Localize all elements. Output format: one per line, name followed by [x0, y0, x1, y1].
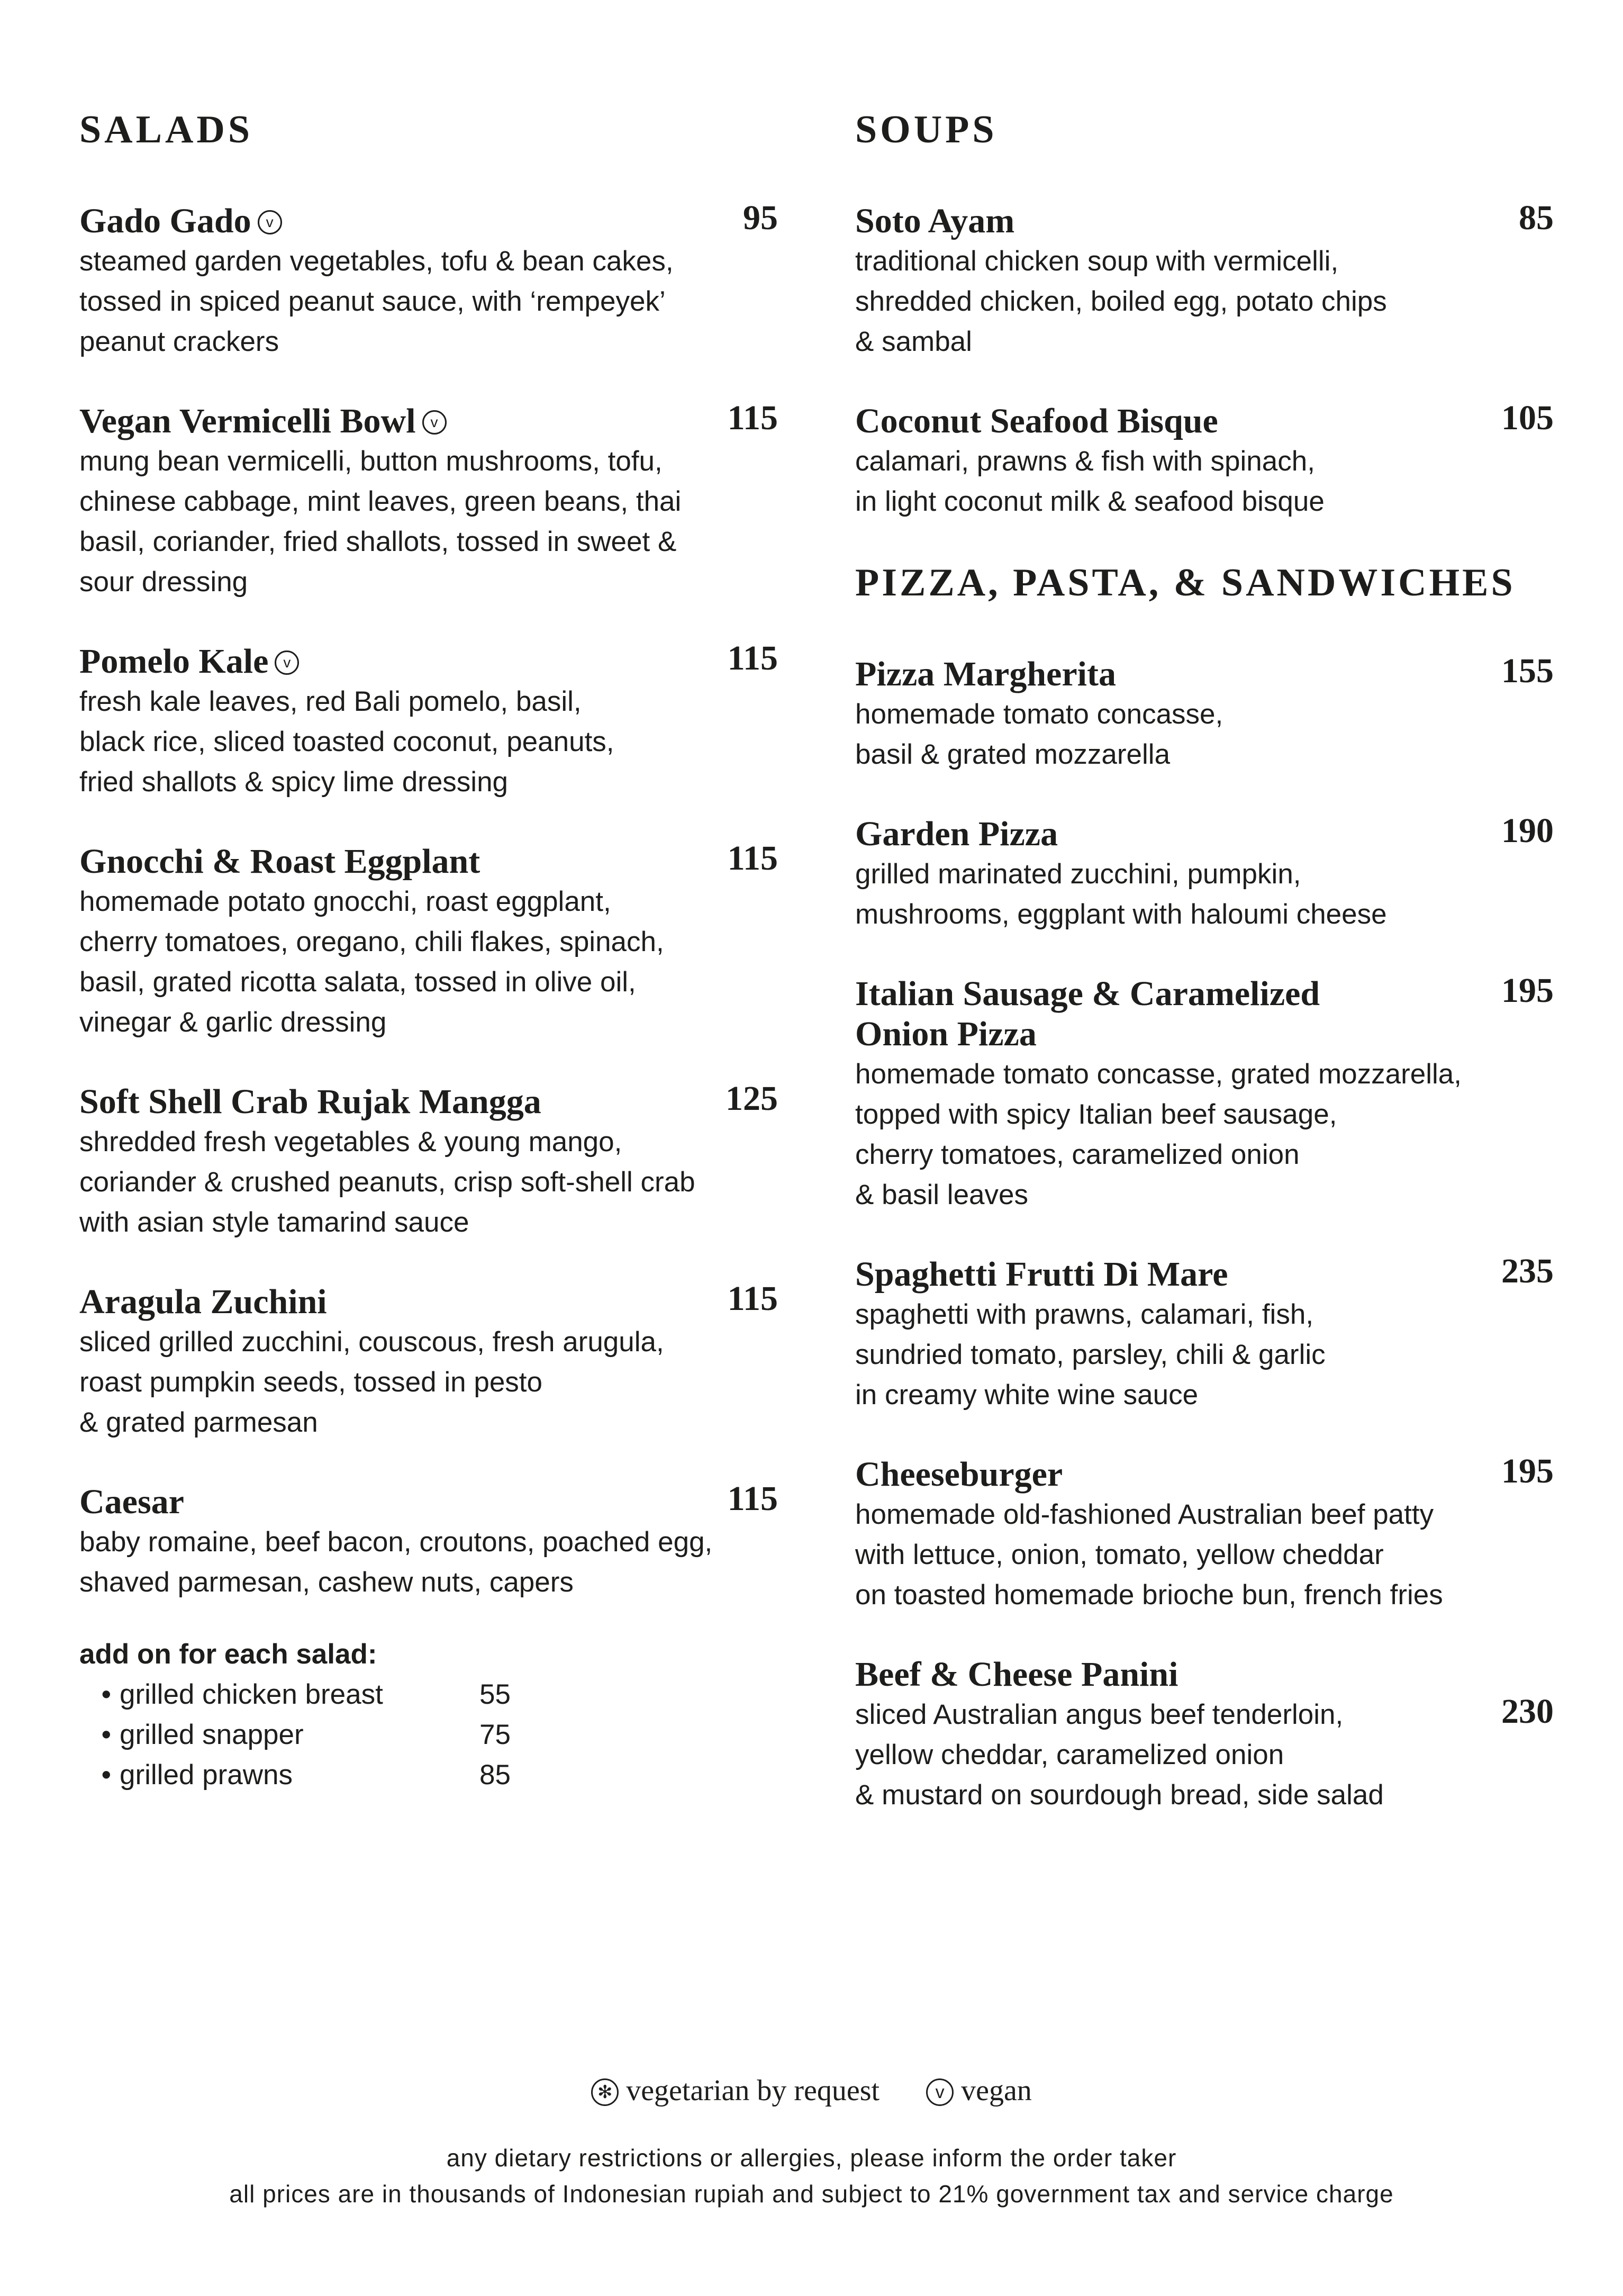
bullet-icon: •	[101, 1719, 111, 1750]
addon-name: grilled chicken breast	[120, 1679, 383, 1710]
item-name: Italian Sausage & Caramelized Onion Pizza	[855, 974, 1320, 1053]
item-description: mung bean vermicelli, button mushrooms, tofu, chinese cabbage, mint leaves, green beans, thai basil, coriander, fried shallots, tossed in sweet & sour dressing	[79, 446, 682, 598]
menu-item	[79, 401, 778, 602]
item-price: 115	[727, 1479, 778, 1518]
menu-item	[79, 1279, 778, 1443]
item-price: 195	[1501, 971, 1554, 1010]
menu-item	[855, 1454, 1554, 1615]
pizza-pasta-sandwiches-heading: PIZZA, PASTA, & SANDWICHES	[855, 561, 1516, 604]
item-description: homemade tomato concasse, grated mozzarella, topped with spicy Italian beef sausage, cherry tomatoes, caramelized onion & basil leaves	[855, 1059, 1462, 1210]
addon-price: 55	[479, 1679, 511, 1710]
item-name: Soft Shell Crab Rujak Mangga	[79, 1082, 541, 1121]
item-description: grilled marinated zucchini, pumpkin, mushrooms, eggplant with haloumi cheese	[855, 858, 1387, 930]
item-description: steamed garden vegetables, tofu & bean cakes, tossed in spiced peanut sauce, with ‘rempeyek’ peanut crackers	[79, 246, 674, 357]
item-description: spaghetti with prawns, calamari, fish, sundried tomato, parsley, chili & garlic in creamy white wine sauce	[855, 1299, 1326, 1411]
menu-item	[855, 1254, 1554, 1415]
item-price: 115	[727, 399, 778, 437]
item-name: Garden Pizza	[855, 815, 1058, 853]
asterisk-icon: ✻	[591, 2078, 619, 2106]
item-price: 235	[1501, 1252, 1554, 1290]
menu-item	[855, 971, 1554, 1215]
menu-item	[855, 198, 1554, 362]
dietary-legend	[0, 2074, 1623, 2108]
item-description: shredded fresh vegetables & young mango, coriander & crushed peanuts, crisp soft-shell crab with asian style tamarind sauce	[79, 1126, 695, 1238]
menu-item	[79, 839, 778, 1043]
menu-item	[79, 641, 778, 802]
item-name: Gado Gado	[79, 202, 251, 240]
addon-name: grilled snapper	[120, 1719, 304, 1750]
menu-item	[855, 654, 1554, 775]
item-name: Soto Ayam	[855, 202, 1015, 240]
item-description: fresh kale leaves, red Bali pomelo, basil, black rice, sliced toasted coconut, peanuts, fried shallots & spicy lime dressing	[79, 686, 614, 798]
item-price: 190	[1501, 811, 1554, 850]
vegan-icon: v	[422, 410, 447, 435]
price-note: all prices are in thousands of Indonesian rupiah and subject to 21% government tax and service charge	[229, 2180, 1394, 2208]
item-price: 195	[1501, 1452, 1554, 1490]
bullet-icon: •	[101, 1759, 111, 1791]
left-column	[79, 110, 778, 1795]
item-name: Beef & Cheese Panini	[855, 1655, 1178, 1694]
addon-price: 75	[479, 1719, 511, 1750]
vegan-icon: v	[926, 2078, 954, 2106]
menu-item	[79, 1079, 778, 1243]
right-column	[855, 110, 1554, 1855]
vegan-icon: v	[275, 650, 299, 675]
addon-row	[79, 1715, 778, 1755]
vegan-icon: v	[258, 210, 282, 234]
vegetarian-label: vegetarian by request	[626, 2074, 880, 2107]
menu-item	[855, 401, 1554, 522]
item-price: 115	[727, 1279, 778, 1318]
addon-name: grilled prawns	[120, 1759, 293, 1791]
vegan-label: vegan	[961, 2074, 1032, 2107]
item-name: Coconut Seafood Bisque	[855, 402, 1218, 440]
item-name: Spaghetti Frutti Di Mare	[855, 1255, 1228, 1294]
item-name: Vegan Vermicelli Bowl	[79, 402, 416, 440]
item-price: 95	[743, 198, 778, 237]
soups-heading: SOUPS	[855, 108, 998, 151]
item-description: calamari, prawns & fish with spinach, in light coconut milk & seafood bisque	[855, 446, 1325, 517]
item-price: 125	[726, 1079, 778, 1118]
item-description: sliced Australian angus beef tenderloin, yellow cheddar, caramelized onion & mustard on sourdough bread, side salad	[855, 1699, 1384, 1811]
menu-item	[855, 1655, 1554, 1815]
item-name: Pizza Margherita	[855, 655, 1116, 693]
item-price: 155	[1501, 652, 1554, 690]
menu-item	[79, 1479, 778, 1603]
menu-item	[79, 198, 778, 362]
item-description: homemade old-fashioned Australian beef patty with lettuce, onion, tomato, yellow cheddar on toasted homemade brioche bun, french fries	[855, 1499, 1443, 1611]
item-price: 105	[1501, 399, 1554, 437]
bullet-icon: •	[101, 1679, 111, 1710]
item-name: Gnocchi & Roast Eggplant	[79, 842, 480, 881]
item-name: Caesar	[79, 1483, 184, 1521]
addon-title: add on for each salad:	[79, 1639, 377, 1670]
item-name: Aragula Zuchini	[79, 1282, 327, 1321]
item-description: traditional chicken soup with vermicelli, shredded chicken, boiled egg, potato chips & sambal	[855, 246, 1387, 357]
menu-item	[855, 811, 1554, 935]
item-description: homemade potato gnocchi, roast eggplant, cherry tomatoes, oregano, chili flakes, spinach, basil, grated ricotta salata, tossed in olive oil, vinegar & garlic dressing	[79, 886, 664, 1038]
item-description: baby romaine, beef bacon, croutons, poached egg, shaved parmesan, cashew nuts, capers	[79, 1526, 713, 1598]
item-price: 230	[1501, 1692, 1554, 1731]
item-price: 115	[727, 639, 778, 677]
salad-addons	[79, 1634, 778, 1795]
item-name: Pomelo Kale	[79, 642, 269, 681]
item-price: 115	[727, 839, 778, 878]
item-price: 85	[1519, 198, 1554, 237]
salads-heading: SALADS	[79, 108, 253, 151]
item-name: Cheeseburger	[855, 1455, 1063, 1494]
addon-row	[79, 1755, 778, 1795]
allergy-note: any dietary restrictions or allergies, please inform the order taker	[446, 2144, 1177, 2172]
addon-price: 85	[479, 1759, 511, 1791]
item-description: sliced grilled zucchini, couscous, fresh arugula, roast pumpkin seeds, tossed in pesto & grated parmesan	[79, 1326, 664, 1438]
item-description: homemade tomato concasse, basil & grated mozzarella	[855, 699, 1223, 770]
addon-row	[79, 1675, 778, 1715]
